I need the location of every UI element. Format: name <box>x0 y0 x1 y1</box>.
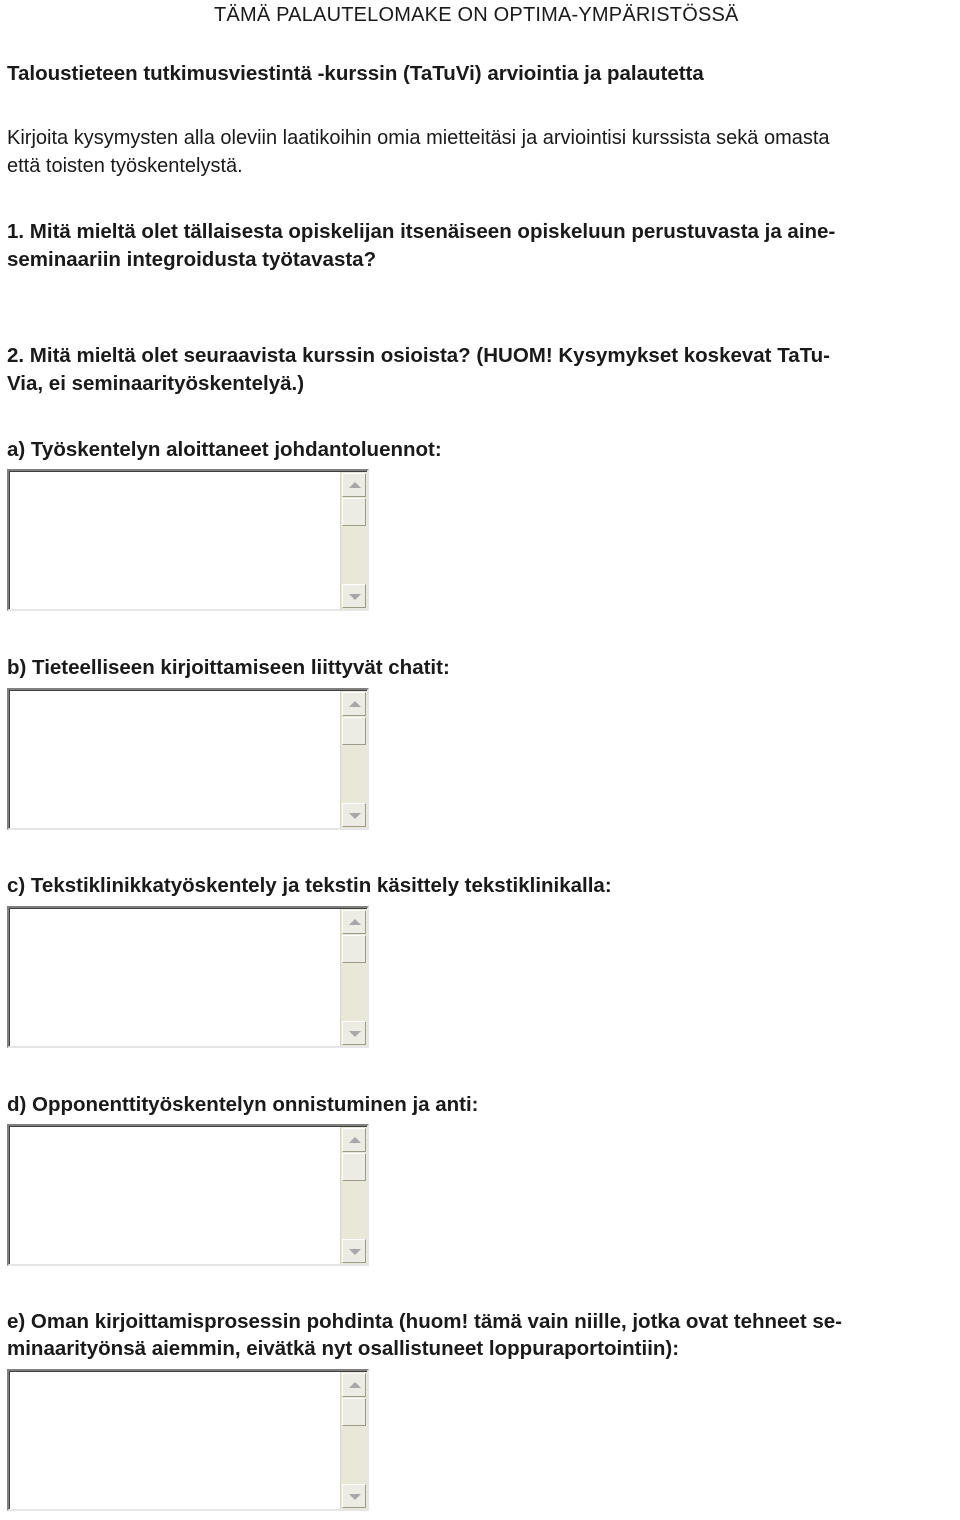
arrow-up-icon <box>349 1137 361 1143</box>
vertical-scrollbar[interactable] <box>340 691 367 828</box>
question-1-line-2: seminaariin integroidusta työtavasta? <box>7 248 377 271</box>
vertical-scrollbar[interactable] <box>340 472 367 609</box>
arrow-down-icon <box>349 813 361 819</box>
scrollbar-thumb[interactable] <box>342 498 366 526</box>
textarea-frame <box>9 1371 367 1509</box>
subquestion-d-label: d) Opponenttityöskentelyn onnistuminen ja anti: <box>7 1093 479 1116</box>
scroll-down-button[interactable] <box>342 584 366 608</box>
scroll-up-button[interactable] <box>342 1373 366 1397</box>
arrow-up-icon <box>349 1382 361 1388</box>
textarea-frame <box>9 690 367 828</box>
scrollbar-thumb[interactable] <box>342 1153 366 1181</box>
subquestion-b-label: b) Tieteelliseen kirjoittamiseen liittyvät chatit: <box>7 656 450 679</box>
textarea-frame <box>9 1126 367 1264</box>
answer-textarea-d[interactable] <box>7 1124 369 1266</box>
vertical-scrollbar[interactable] <box>340 1127 367 1264</box>
intro-text-line-2: että toisten työskentelystä. <box>7 155 243 177</box>
answer-textarea-b[interactable] <box>7 688 369 830</box>
scrollbar-thumb[interactable] <box>342 1398 366 1426</box>
textarea-frame <box>9 908 367 1046</box>
scrollbar-thumb[interactable] <box>342 935 366 963</box>
arrow-down-icon <box>349 1031 361 1037</box>
vertical-scrollbar[interactable] <box>340 1372 367 1509</box>
question-2-line-1: 2. Mitä mieltä olet seuraavista kurssin osioista? (HUOM! Kysymykset koskevat TaTu- <box>7 344 830 367</box>
answer-textarea-a[interactable] <box>7 469 369 611</box>
scroll-down-button[interactable] <box>342 1239 366 1263</box>
answer-textarea-c[interactable] <box>7 906 369 1048</box>
vertical-scrollbar[interactable] <box>340 909 367 1046</box>
scroll-up-button[interactable] <box>342 1128 366 1152</box>
answer-textarea-e[interactable] <box>7 1369 369 1511</box>
scroll-down-button[interactable] <box>342 803 366 827</box>
arrow-down-icon <box>349 1494 361 1500</box>
scrollbar-thumb[interactable] <box>342 717 366 745</box>
form-title: Taloustieteen tutkimusviestintä -kurssin (TaTuVi) arviointia ja palautetta <box>7 62 704 85</box>
textarea-frame <box>9 471 367 609</box>
arrow-up-icon <box>349 919 361 925</box>
environment-note: TÄMÄ PALAUTELOMAKE ON OPTIMA-YMPÄRISTÖSSÄ <box>214 4 739 26</box>
question-1-line-1: 1. Mitä mieltä olet tällaisesta opiskelijan itsenäiseen opiskeluun perustuvasta ja aine- <box>7 220 836 243</box>
question-2-line-2: Via, ei seminaarityöskentelyä.) <box>7 372 305 395</box>
subquestion-a-label: a) Työskentelyn aloittaneet johdantoluennot: <box>7 438 442 461</box>
subquestion-e-label-line-1: e) Oman kirjoittamisprosessin pohdinta (huom! tämä vain niille, jotka ovat tehneet se- <box>7 1310 842 1333</box>
arrow-down-icon <box>349 1249 361 1255</box>
arrow-down-icon <box>349 594 361 600</box>
scroll-up-button[interactable] <box>342 692 366 716</box>
arrow-up-icon <box>349 701 361 707</box>
intro-text-line-1: Kirjoita kysymysten alla oleviin laatikoihin omia mietteitäsi ja arviointisi kurssista sekä omasta <box>7 127 830 149</box>
subquestion-c-label: c) Tekstiklinikkatyöskentely ja tekstin käsittely tekstiklinikalla: <box>7 874 612 897</box>
scroll-up-button[interactable] <box>342 910 366 934</box>
subquestion-e-label-line-2: minaarityönsä aiemmin, eivätkä nyt osallistuneet loppuraportointiin): <box>7 1337 680 1360</box>
scroll-up-button[interactable] <box>342 473 366 497</box>
scroll-down-button[interactable] <box>342 1021 366 1045</box>
arrow-up-icon <box>349 482 361 488</box>
scroll-down-button[interactable] <box>342 1484 366 1508</box>
